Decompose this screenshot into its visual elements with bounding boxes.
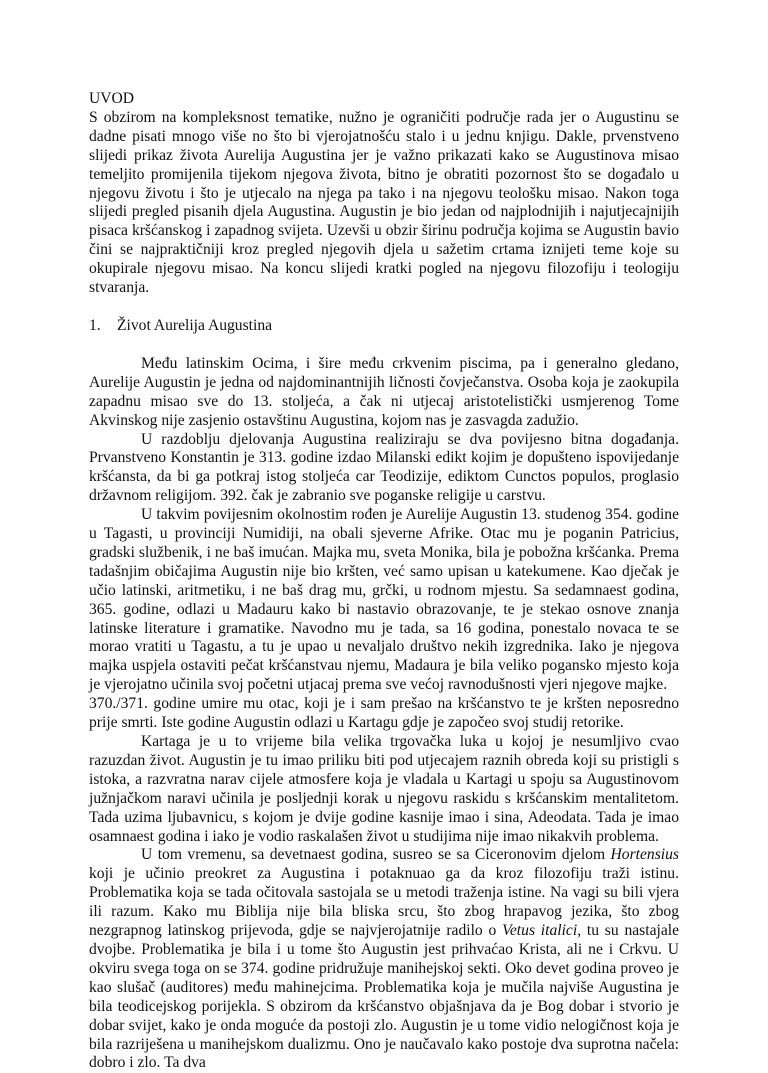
book-title-hortensius: Hortensius <box>610 846 679 864</box>
intro-paragraph: S obzirom na kompleksnost tematike, nužno je ograničiti područje rada jer o Augustinu se dadne pisati mnogo više no što bi vjerojatnošću stalo i u jednu knjigu. Dakle, prvenstveno slijedi prikaz života Aurelija Augustina jer je važno prikazati kako se Augustinova misao temeljito promijenila tijekom njegova života, bitno je obratiti pozornost što se događalo u njegovu životu i što je utjecalo na njega pa tako i na njegovu teološku misao. Nakon toga slijedi pregled pisanih djela Augustina. Augustin je bio jedan od najplodnijih i najutjecajnijih pisaca kršćanskog i zapadnog svijeta. Uzevši u obzir širinu područja kojima se Augustin bavio čini se najpraktičniji kroz pregled njegovih djela u sažetim crtama iznijeti teme koje su okupirale njegovu misao. Na koncu slijedi kratki pogled na njegovu filozofiju i teologiju stvaranja. <box>89 108 679 297</box>
book-title-vetus-italici: Vetus italici <box>502 922 578 940</box>
text-run: koji je učinio preokret za Augustina i potaknuao ga da kroz filozofiju traži istinu. Problematika koja se tada očitovala sastojala se u metodi traženja istine. Na vagi su bili vjera ili razum. Kako mu Biblija nije bila bliska srcu, što zbog hrapavog jezika, što zbog nezgrapnog latinskog prijevoda, gdje se najvjerojatnije radilo o <box>89 865 679 940</box>
body-paragraph: U takvim povijesnim okolnostim rođen je Aurelije Augustin 13. studenog 354. godine u Tagasti, u provinciji Numidiji, na obali sjeverne Afrike. Otac mu je poganin Patricius, gradski službenik, i ne baš imućan. Majka mu, sveta Monika, bila je pobožna kršćanka. Prema tadašnjim običajima Augustin nije bio kršten, već samo upisan u katekumene. Kao dječak je učio latinski, aritmetiku, i ne baš drag mu, grčki, u rodnom mjestu. Sa sedamnaest godina, 365. godine, odlazi u Madauru kako bi nastavio obrazovanje, te je stekao osnove znanja latinske literature i gramatike. Navodno mu je tada, sa 16 godina, ponestalo novaca te se morao vratiti u Tagastu, a tu je upao u nevaljalo društvo nekih izgrednika. Iako je njegova majka uspjela ostaviti pečat kršćanstvau njemu, Madaura je bila veliko pogansko mjesto koja je vjerojatno učinila svoj početni utjacaj prema sve većoj ravnodušnosti vjeri njegove majke. <box>89 506 679 694</box>
spacer <box>89 336 679 355</box>
section-title: Život Aurelija Augustina <box>117 316 273 334</box>
body-paragraph <box>89 846 679 1073</box>
document-body <box>89 90 679 1073</box>
intro-title: UVOD <box>89 90 135 107</box>
section-number: 1. <box>89 316 101 334</box>
section-heading <box>89 317 679 336</box>
text-run: , tu su nastajale dvojbe. Problematika je bila i u tome što Augustin jest prihvaćao Krista, ali ne i Crkvu. U okviru svega toga on se 374. godine pridružuje manihejskoj sekti. Oko devet godina proveo je kao slušač (auditores) među mahinejcima. Problematika koja je mučila najviše Augustina je bila teodicejskog porijekla. S obzirom da kršćanstvo objašnjava da je Bog dobar i stvorio je dobar svijet, kako je onda moguće da postoji zlo. Augustin je u tome vidio nelogičnost koja je bila razriješena u manihejskom dualizmu. Ono je naučavalo kako postoje dva suprotna načela: dobro i zlo. Ta dva <box>89 922 679 1072</box>
spacer <box>89 298 679 317</box>
body-paragraph: 370./371. godine umire mu otac, koji je i sam prešao na kršćanstvo te je kršten neposredno prije smrti. Iste godine Augustin odlazi u Kartagu gdje je započeo svoj studij retorike. <box>89 695 679 732</box>
text-run: U tom vremenu, sa devetnaest godina, susreo se sa Ciceronovim djelom <box>141 846 611 864</box>
body-paragraph: Među latinskim Ocima, i šire među crkvenim piscima, pa i generalno gledano, Aurelije Augustin je jedna od najdominantnijih ličnosti čovječanstva. Osoba koja je zaokupila zapadnu misao sve do 13. stoljeća, a čak ni utjecaj aristotelistički usmjerenog Tome Akvinskog nije zasjenio ostavštinu Augustina, kojom nas je zasvagda zadužio. <box>89 354 679 429</box>
body-paragraph: Kartaga je u to vrijeme bila velika trgovačka luka u kojoj je nesumljivo cvao razuzdan život. Augustin je tu imao priliku biti pod utjecajem raznih obreda koji su pristigli s istoka, a razvratna narav cijele atmosfere koja je vladala u Kartagi u spoju sa Augustinovom južnjačkom naravi učinila je posljednji korak u njegovu raskidu s kršćanskim mentalitetom. Tada uzima ljubavnicu, s kojom je dvije godine kasnije imao i sina, Adeodata. Tada je imao osamnaest godina i iako je vodio raskalašen život u studijima nije imao nikakvih problema. <box>89 733 679 845</box>
body-paragraph: U razdoblju djelovanja Augustina realiziraju se dva povijesno bitna događanja. Prvanstveno Konstantin je 313. godine izdao Milanski edikt kojim je dopušteno ispovijedanje kršćansta, da bi ga potkraj istog stoljeća car Teodizije, ediktom Cunctos populos, proglasio državnom religijom. 392. čak je zabranio sve poganske religije u carstvu. <box>89 430 679 505</box>
